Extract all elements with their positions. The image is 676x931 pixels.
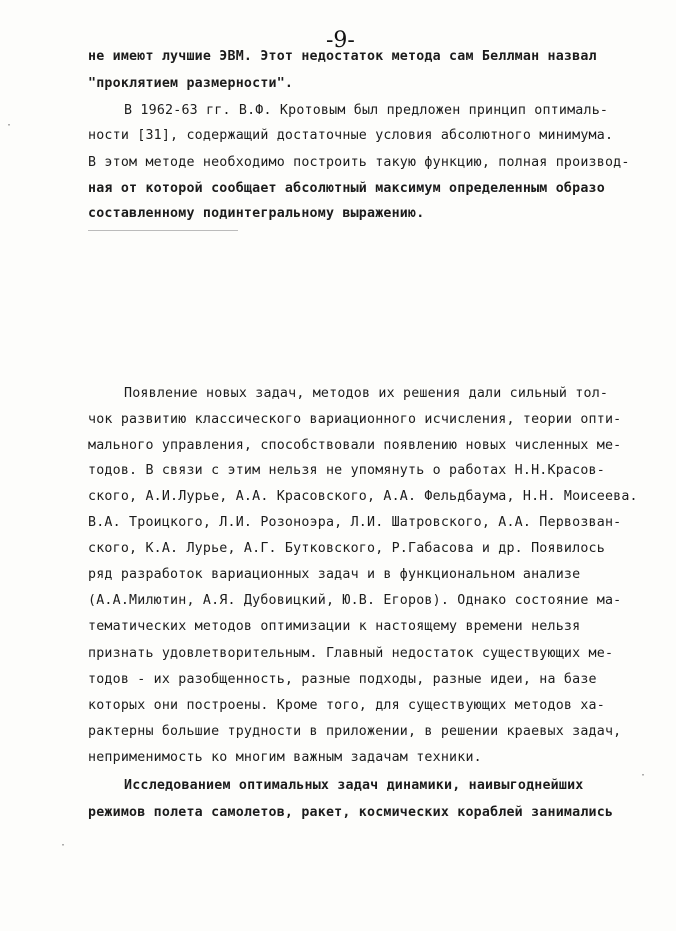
paragraph-2-line-2: ности [31], содержащий достаточные условия абсолютного минимума.	[88, 128, 614, 143]
paragraph-3-line-14: рактерны большие трудности в приложении, в решении краевых задач,	[88, 724, 622, 739]
paragraph-2-line-4: ная от которой сообщает абсолютный максимум определенным образо	[88, 181, 605, 196]
paragraph-2-line-3: В этом методе необходимо построить такую функцию, полная производ-	[88, 155, 630, 170]
page-number: -9-	[326, 28, 355, 53]
paragraph-3-line-7: ского, К.А. Лурье, А.Г. Бутковского, Р.Габасова и др. Появилось	[88, 541, 605, 556]
scan-speck: ·	[60, 840, 67, 851]
faint-rule	[88, 230, 238, 231]
paragraph-4-line-2: режимов полета самолетов, ракет, космических кораблей занимались	[88, 805, 614, 820]
paragraph-3-line-13: которых они построены. Кроме того, для существующих методов ха-	[88, 698, 605, 713]
paragraph-3-line-1: Появление новых задач, методов их решения дали сильный тол-	[124, 386, 609, 401]
paragraph-3-line-12: тодов - их разобщенность, разные подходы, разные идеи, на базе	[88, 672, 597, 687]
scan-speck: ·	[6, 120, 13, 131]
paragraph-2-line-5: составленному подинтегральному выражению.	[88, 206, 425, 221]
paragraph-2-line-1: В 1962-63 гг. В.Ф. Кротовым был предложен принцип оптималь-	[124, 103, 609, 118]
paragraph-3-line-8: ряд разработок вариационных задач и в функциональном анализе	[88, 567, 581, 582]
scan-speck: ·	[640, 770, 647, 781]
paragraph-3-line-4: тодов. В связи с этим нельзя не упомянуть о работах Н.Н.Красов-	[88, 463, 605, 478]
paragraph-3-line-11: признать удовлетворительным. Главный недостаток существующих ме-	[88, 646, 614, 661]
paragraph-4-line-1: Исследованием оптимальных задач динамики, наивыгоднейших	[124, 778, 584, 793]
paragraph-3-line-10: тематических методов оптимизации к настоящему времени нельзя	[88, 619, 581, 634]
paragraph-1-line-1: не имеют лучшие ЭВМ. Этот недостаток метода сам Беллман назвал	[88, 49, 597, 64]
paragraph-3-line-9: (А.А.Милютин, А.Я. Дубовицкий, Ю.В. Егоров). Однако состояние ма-	[88, 593, 622, 608]
paragraph-3-line-15: неприменимость ко многим важным задачам техники.	[88, 750, 482, 765]
paragraph-3-line-3: мального управления, способствовали появлению новых численных ме-	[88, 438, 622, 453]
paragraph-3-line-5: ского, А.И.Лурье, А.А. Красовского, А.А. Фельдбаума, Н.Н. Моисеева.	[88, 489, 638, 504]
paragraph-1-line-2: "проклятием размерности".	[88, 76, 294, 91]
paragraph-3-line-2: чок развитию классического вариационного исчисления, теории опти-	[88, 412, 622, 427]
paragraph-3-line-6: В.А. Троицкого, Л.И. Розоноэра, Л.И. Шатровского, А.А. Первозван-	[88, 515, 622, 530]
